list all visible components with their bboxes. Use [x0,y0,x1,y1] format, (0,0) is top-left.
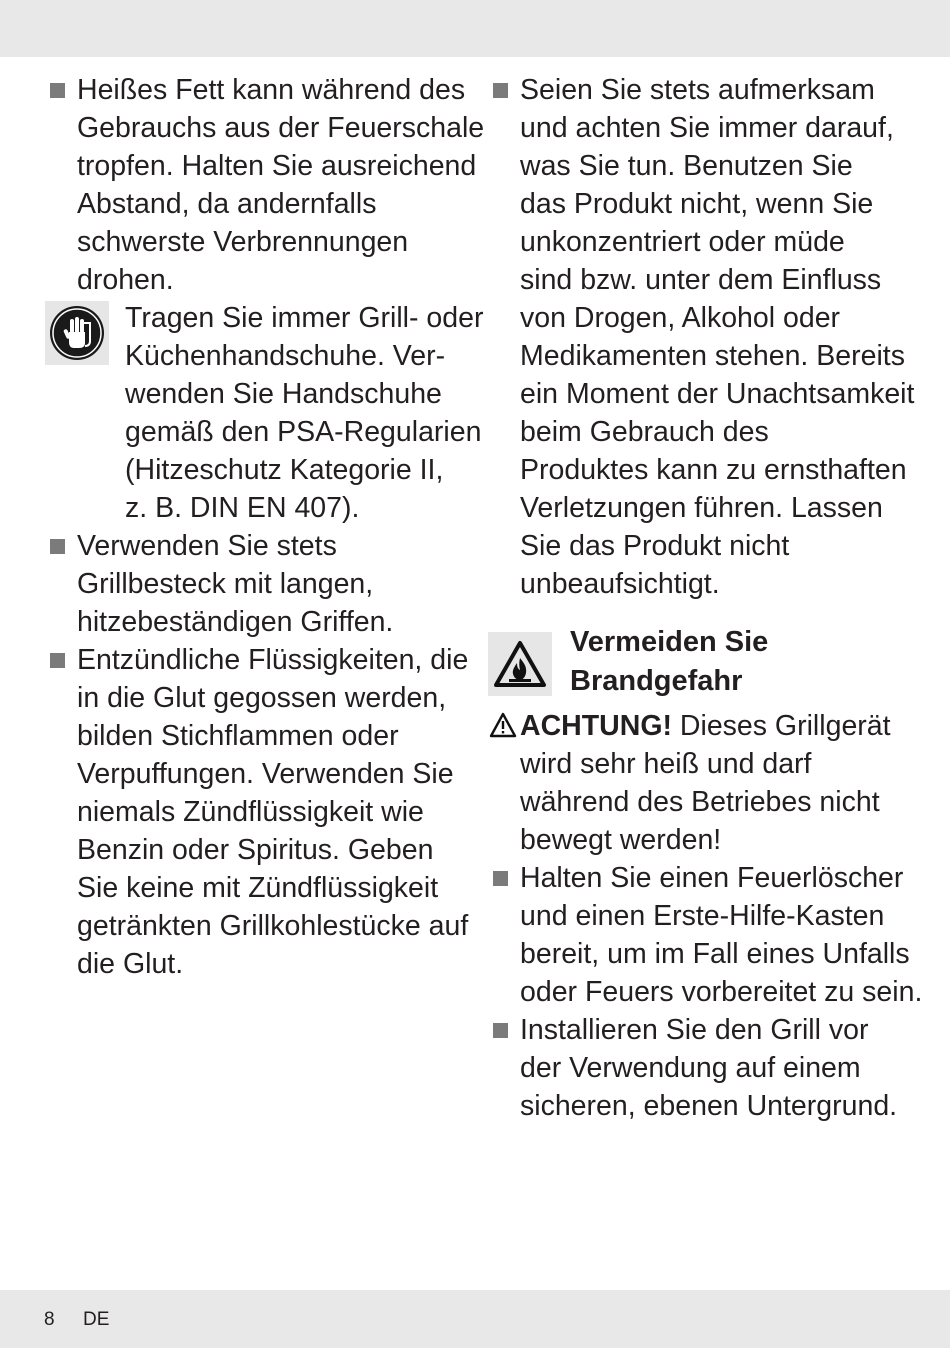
text-line: Benzin oder Spiritus. Geben [77,834,434,866]
warning-notice [490,707,910,859]
text-line: schwerste Verbrennungen [77,226,409,258]
warning-label: ACHTUNG! [520,710,672,742]
text-line: der Verwendung auf einem [520,1052,861,1084]
page-number: 8 [44,1309,55,1330]
text-line [520,707,910,745]
header-bar [0,0,950,57]
bullet-square-icon [50,539,65,554]
text-line: Verpuffungen. Verwenden Sie [77,758,454,790]
section-title-line: Brandgefahr [570,665,743,697]
text-line: Entzündliche Flüssigkeiten, die [77,644,469,676]
text-line: unbeaufsichtigt. [520,568,720,600]
text-line: Sie das Produkt nicht [520,530,790,562]
text-line: die Glut. [77,948,184,980]
text-line: Abstand, da andernfalls [77,188,377,220]
text-line: z. B. DIN EN 407). [125,492,360,524]
list-item [47,71,485,299]
text-line: bewegt werden! [520,824,722,856]
text-line: getränkten Grillkohlestücke auf [77,910,469,942]
text-line: sicheren, ebenen Untergrund. [520,1090,898,1122]
text-line: ein Moment der Unachtsamkeit [520,378,915,410]
list-item [490,859,923,1011]
text-line: Medikamenten stehen. Bereits [520,340,905,372]
text-line: Verwenden Sie stets [77,530,337,562]
bullet-square-icon [493,871,508,886]
text-line: wird sehr heiß und darf [520,748,812,780]
text-line: bilden Stichflammen oder [77,720,399,752]
text-line: Halten Sie einen Feuerlöscher [520,862,904,894]
text-line: tropfen. Halten Sie ausreichend [77,150,477,182]
text-line: bereit, um im Fall eines Unfalls [520,938,910,970]
text-line: unkonzentriert oder müde [520,226,845,258]
list-item [490,1011,910,1125]
language-code: DE [83,1309,110,1330]
bullet-square-icon [493,83,508,98]
text-line: Küchenhandschuhe. Ver- [125,340,446,372]
section-header [490,627,910,700]
text-line: in die Glut gegossen werden, [77,682,447,714]
text-line: das Produkt nicht, wenn Sie [520,188,874,220]
text-line: sind bzw. unter dem Einfluss [520,264,882,296]
section-title [570,623,768,701]
text-line: drohen. [77,264,174,296]
list-item [47,641,472,983]
text-line: Gebrauchs aus der Feuerschale [77,112,485,144]
text-line: beim Gebrauch des [520,416,769,448]
fire-warning-icon [488,632,552,696]
text-line: (Hitzeschutz Kategorie II, [125,454,444,486]
protective-gloves-icon [45,301,109,365]
bullet-square-icon [50,653,65,668]
gloves-note [47,299,484,527]
text-line: wenden Sie Handschuhe [125,378,442,410]
text-line: Heißes Fett kann während des [77,74,466,106]
left-column [47,71,485,983]
text-line: Seien Sie stets aufmerksam [520,74,875,106]
text-line: gemäß den PSA-Regularien [125,416,482,448]
text-line: hitzebeständigen Griffen. [77,606,394,638]
text-line: Sie keine mit Zündflüssigkeit [77,872,439,904]
text-line: Verletzungen führen. Lassen [520,492,883,524]
text-line: während des Betriebes nicht [520,786,880,818]
text-line: Tragen Sie immer Grill- oder [125,302,484,334]
text-line: Grillbesteck mit langen, [77,568,374,600]
text-line: und einen Erste-Hilfe-Kasten [520,900,885,932]
text-line: und achten Sie immer darauf, [520,112,894,144]
warning-text: Dieses Grillgerät [671,710,891,742]
text-line: Produktes kann zu ernsthaften [520,454,907,486]
text-line: was Sie tun. Benutzen Sie [520,150,853,182]
text-line: niemals Zündflüssigkeit wie [77,796,424,828]
bullet-square-icon [50,83,65,98]
section-title-line: Vermeiden Sie [570,626,769,658]
footer-bar [0,1290,950,1348]
bullet-square-icon [493,1023,508,1038]
list-item [490,71,915,603]
right-column [490,71,923,1125]
text-line: von Drogen, Alkohol oder [520,302,841,334]
warning-triangle-icon [489,712,517,738]
text-line: oder Feuers vorbereitet zu sein. [520,976,923,1008]
text-line: Installieren Sie den Grill vor [520,1014,869,1046]
list-item [47,527,472,641]
